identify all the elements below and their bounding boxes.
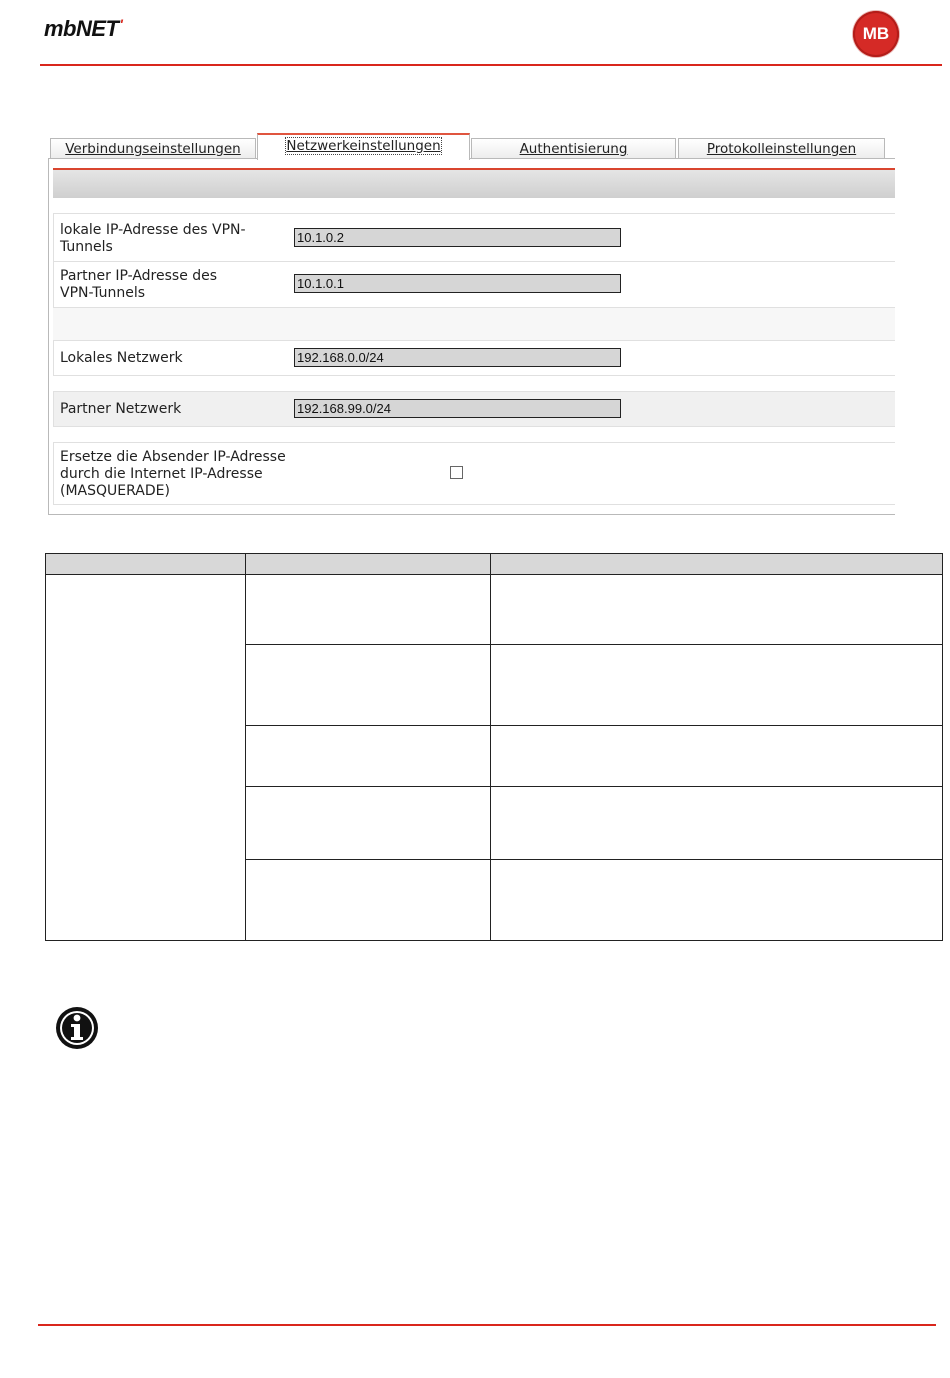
row-divider <box>53 261 895 262</box>
mbnet-logo <box>44 16 122 42</box>
table-row-divider <box>245 725 943 726</box>
table-row-divider <box>245 644 943 645</box>
header-divider <box>40 64 942 66</box>
tab-netzwerkeinstellungen[interactable] <box>257 133 470 160</box>
tab-protokolleinstellungen[interactable] <box>678 138 885 158</box>
partner-network-label: Partner Netzwerk <box>60 401 182 417</box>
logo-text: mbNET <box>44 16 119 41</box>
masquerade-label: Ersetze die Absender IP-Adresse durch die Internet IP-Adresse (MASQUERADE) <box>60 449 286 499</box>
tab-verbindungseinstellungen[interactable] <box>50 138 256 158</box>
masquerade-checkbox[interactable] <box>450 466 463 479</box>
local-tunnel-ip-label: lokale IP-Adresse des VPN-Tunnels <box>60 222 246 255</box>
mb-badge-logo: MB <box>853 11 899 57</box>
tab-label: Netzwerkeinstellungen <box>286 138 441 154</box>
tab-label: Authentisierung <box>519 141 628 157</box>
tab-label: Verbindungseinstellungen <box>65 141 241 157</box>
local-network-label: Lokales Netzwerk <box>60 350 183 366</box>
table-column-divider <box>490 553 491 941</box>
footer-divider <box>38 1324 936 1326</box>
panel-header-bar <box>53 168 895 198</box>
info-icon <box>54 1005 100 1051</box>
local-tunnel-ip-field[interactable]: 10.1.0.2 <box>294 228 621 247</box>
partner-tunnel-ip-field[interactable]: 10.1.0.1 <box>294 274 621 293</box>
parameter-table <box>45 553 943 941</box>
tab-authentisierung[interactable] <box>471 138 676 158</box>
table-column-divider <box>245 553 246 941</box>
table-row-divider <box>245 859 943 860</box>
partner-tunnel-ip-label: Partner IP-Adresse des VPN-Tunnels <box>60 268 218 301</box>
section-spacer <box>53 308 895 340</box>
partner-network-field[interactable]: 192.168.99.0/24 <box>294 399 621 418</box>
logo-mark: ' <box>119 16 123 32</box>
table-row-divider <box>245 786 943 787</box>
tab-label: Protokolleinstellungen <box>706 141 857 157</box>
local-network-field[interactable]: 192.168.0.0/24 <box>294 348 621 367</box>
